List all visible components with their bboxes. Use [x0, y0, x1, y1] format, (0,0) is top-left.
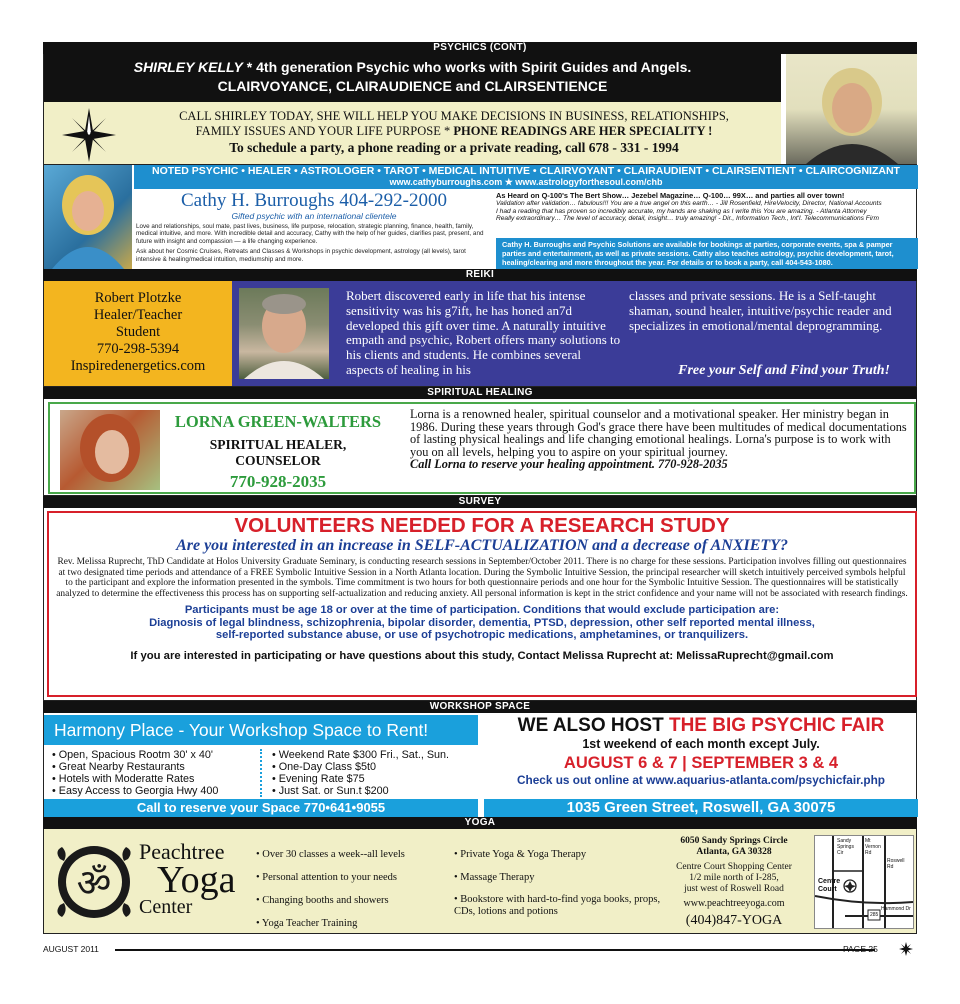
yoga-address	[669, 836, 799, 929]
host-label: WE ALSO HOST	[517, 715, 664, 736]
survey-requirements	[49, 604, 915, 642]
cathy-banner-services: NOTED PSYCHIC • HEALER • ASTROLOGER • TAROT • MEDICAL INTUITIVE • CLAIRVOYANT • CLAIRAUDIENT • CLAIRSENTIENT • CLAIRCOGNIZANT	[152, 165, 900, 177]
reiki-ad	[43, 281, 917, 387]
survey-req3: self-reported substance abuse, or use of psychotropic medications, amphetamines, or tranquilizers.	[215, 629, 749, 642]
list-item: • Over 30 classes a week--all levels	[256, 849, 405, 860]
survey-frame	[47, 511, 917, 697]
lorna-frame	[48, 402, 916, 494]
svg-text:ॐ: ॐ	[76, 861, 112, 905]
section-header-survey: SURVEY	[43, 496, 917, 508]
list-item: • Personal attention to your needs	[256, 872, 398, 883]
section-header-yoga: YOGA	[43, 817, 917, 829]
yoga-features	[256, 843, 456, 935]
cathy-testimonial-1: Validation after validation… fabulous!!! You are a true angel on this earth… - Jill Rosenfield, HireVelocity, Director, National Accounts	[496, 200, 882, 207]
compass-star-icon	[62, 108, 116, 162]
list-item: • Weekend Rate $300 Fri., Sat., Sun.	[272, 749, 450, 761]
shirley-photo	[786, 54, 917, 164]
addr-directions2: just west of Roswell Road	[684, 884, 784, 894]
lorna-role1: SPIRITUAL HEALER,	[209, 437, 347, 452]
shirley-kelly-ad	[43, 54, 917, 165]
yoga-website[interactable]: www.peachtreeyoga.com	[683, 898, 785, 909]
shirley-line2b: PHONE READINGS ARE HER SPECIALITY !	[453, 124, 713, 138]
psychic-fair-title	[484, 715, 918, 737]
cathy-banner	[134, 165, 918, 189]
robert-contact-card	[44, 281, 232, 386]
footer-page-number: PAGE 25	[843, 944, 878, 954]
harmony-place-header: Harmony Place - Your Workshop Space to Rent!	[44, 715, 478, 745]
robert-role2: Student	[115, 324, 161, 340]
psychic-fair-ad	[484, 715, 918, 787]
robert-photo	[239, 288, 329, 379]
fair-address-bar: 1035 Green Street, Roswell, GA 30075	[484, 799, 918, 817]
lorna-call: Call Lorna to reserve your healing appointment. 770-928-2035	[410, 457, 728, 471]
shirley-head1: * 4th generation Psychic who works with Spirit Guides and Angels.	[246, 59, 692, 75]
survey-title: VOLUNTEERS NEEDED FOR A RESEARCH STUDY	[234, 514, 730, 537]
page	[43, 42, 917, 934]
workshop-call-bar: Call to reserve your Space 770•641•9055	[44, 799, 478, 817]
workshop-ad	[43, 713, 917, 817]
cathy-right	[496, 191, 918, 269]
shirley-line2a: FAMILY ISSUES AND YOUR LIFE PURPOSE *	[195, 124, 451, 138]
section-header-spiritual-healing: SPIRITUAL HEALING	[43, 387, 917, 399]
list-item: • One-Day Class $5t0	[272, 761, 376, 773]
robert-name: Robert Plotzke	[94, 290, 182, 306]
footer-rule	[115, 949, 875, 951]
map-label-road: Mt Vernon Rd	[865, 838, 881, 856]
addr-directions1: 1/2 mile north of I-285,	[689, 873, 779, 883]
section-header-workshop: WORKSHOP SPACE	[43, 701, 917, 713]
addr-center: Centre Court Shopping Center	[676, 862, 792, 872]
logo-word-yoga: Yoga	[157, 859, 236, 901]
list-item: • Open, Spacious Rootm 30' x 40'	[52, 749, 213, 761]
cathy-left	[136, 191, 492, 269]
list-item: • Hotels with Moderatte Rates	[52, 773, 195, 785]
cathy-heard-on: As Heard on Q-100's The Bert Show… Jezebel Magazine… Q-100… 99X… and parties all over town!	[496, 191, 845, 200]
dotted-divider	[260, 749, 268, 797]
reiki-text-col2: classes and private sessions. He is a Self-taught shaman, sound healer, intuitive/psychic reader and specializes in emotional/mental deprogramming.	[629, 288, 892, 333]
section-header-reiki: REIKI	[43, 269, 917, 281]
map-label-road: Roswell Rd	[887, 858, 905, 870]
cathy-booking-info: Cathy H. Burroughs and Psychic Solutions are available for bookings at parties, corporate events, spa & pamper parties and entertainment, as well as private sessions. Cathy also teaches astrology, psychic development, tarot, healing/clearing and more throughout the year. For details or to book a party, call 404-543-1080.	[496, 238, 918, 269]
shirley-head2: CLAIRVOYANCE, CLAIRAUDIENCE and CLAIRSENTIENCE	[217, 78, 608, 94]
cathy-name: Cathy H. Burroughs 404-292-2000	[181, 190, 447, 211]
list-item: • Great Nearby Restaurants	[52, 761, 185, 773]
list-item: • Massage Therapy	[454, 872, 535, 883]
shirley-line1: CALL SHIRLEY TODAY, SHE WILL HELP YOU MAKE DECISIONS IN BUSINESS, RELATIONSHIPS,	[179, 109, 729, 123]
yoga-phone: (404)847-YOGA	[685, 913, 783, 928]
cathy-testimonial-2: I had a reading that has proven so incredibly accurate, my hands are shaking as I write this You are amazing. - Atlanta Attorney	[496, 207, 867, 215]
lorna-card	[162, 412, 394, 492]
cathy-testimonial-3: Really extraordinary… The level of accuracy, detail, insight… truly amazing! - Dir., Information Tech., Int'l. Telecommunications Firm	[496, 215, 879, 223]
shirley-header	[44, 54, 781, 102]
fair-dates: AUGUST 6 & 7 | SEPTEMBER 3 & 4	[563, 754, 839, 772]
yoga-services	[454, 843, 669, 918]
page-footer	[43, 942, 917, 956]
cathy-tagline: Gifted psychic with an international clientele	[231, 211, 397, 221]
survey-req1: Participants must be age 18 or over at the time of participation. Conditions that would exclude participation are:	[184, 604, 780, 616]
yoga-logo-text	[139, 841, 249, 917]
list-item: • Changing booths and showers	[256, 895, 389, 906]
map-label-road: Sandy Springs Cir	[837, 838, 854, 856]
list-item: • Evening Rate $75	[272, 773, 365, 785]
list-item: • Just Sat. or Sun.t $200	[272, 785, 389, 797]
om-logo-icon	[50, 841, 138, 923]
survey-contact[interactable]: If you are interested in participating or have questions about this study, Contact Melissa Ruprecht at: MelissaRuprecht@gmail.com	[130, 649, 834, 662]
map-label-road: Hammond Dr	[881, 906, 911, 912]
reiki-slogan: Free your Self and Find your Truth!	[678, 363, 890, 378]
cathy-desc1: Love and relationships, soul mate, past lives, business, life purpose, relocation, strategic planning, finance, health, family, medical intuitive, and more. With incredible detail and accuracy, Cathy with the help of her guides, clarifies past, present, and future with insight and compassion — a life changing experience.	[136, 223, 484, 245]
lorna-description	[410, 408, 910, 471]
shirley-text	[134, 109, 774, 156]
lorna-photo	[60, 410, 160, 490]
cathy-photo	[44, 165, 132, 269]
addr-street: 6050 Sandy Springs Circle	[680, 836, 788, 846]
lorna-role2: COUNSELOR	[235, 453, 321, 468]
list-item: • Easy Access to Georgia Hwy 400	[52, 785, 219, 797]
survey-body: Rev. Melissa Ruprecht, ThD Candidate at Holos University Graduate Seminary, is conducting research sessions in September/October 2011. There is no charge for these sessions. Participation involves filling out questionnaires at two designated time periods and attendance of a FREE Symbolic Intuitive Session in a North Atlanta location. During the Symbolic Intuitive Session, the principal researcher will sketch intuitively perceived symbols helpful to the participant and explore the information presented in the symbols. Time commitment is two hours for both questionnaire periods and one hour for the Symbolic Intuitive Session. The questionnaires will be statistically analyzed to determine the effectiveness this process has on supporting self-actualization and reducing anxiety. All personal information is kept in the strict confidence and your name will not be associated with research findings.	[56, 557, 908, 599]
yoga-ad	[43, 829, 917, 934]
fair-website[interactable]: Check us out online at www.aquarius-atlanta.com/psychicfair.php	[517, 773, 885, 787]
cathy-desc2: Ask about her Cosmic Cruises, Retreats and Classes & Workshops in psychic development, astrology (all levels), tarot intensive & healing/medical intuition, mediumship and more.	[136, 248, 466, 263]
workshop-rates	[272, 749, 482, 797]
list-item: • Yoga Teacher Training	[256, 918, 358, 929]
shirley-line3: To schedule a party, a phone reading or a private reading, call 678 - 331 - 1994	[229, 140, 679, 155]
fair-schedule: 1st weekend of each month except July.	[582, 737, 820, 751]
footer-date: AUGUST 2011	[43, 944, 99, 954]
robert-website[interactable]: Inspiredenergetics.com	[70, 358, 206, 374]
lorna-text: Lorna is a renowned healer, spiritual counselor and a motivational speaker. Her ministry began in 1986. During these years through God's grace there have been multitudes of medical documentations of lasting physical healings and life changing emotional healings. Lorna's purpose is to work with you on all levels, helping you to aspire on your spiritual journey.	[410, 407, 907, 459]
spiritual-healing-ad	[43, 399, 917, 496]
cathy-banner-websites[interactable]: www.cathyburroughs.com ★ www.astrologyforthesoul.com/chb	[389, 177, 663, 187]
list-item: • Private Yoga & Yoga Therapy	[454, 849, 587, 860]
map-label-centre-court: Centre Court	[818, 878, 841, 893]
shirley-name: SHIRLEY KELLY	[133, 59, 243, 75]
logo-word-center: Center	[139, 896, 193, 918]
survey-req2: Diagnosis of legal blindness, schizophrenia, bipolar disorder, dementia, PTSD, depression, other self reported mental illness,	[149, 616, 815, 629]
cathy-burroughs-ad	[43, 165, 917, 269]
fair-name: THE BIG PSYCHIC FAIR	[668, 715, 885, 736]
logo-word-peachtree: Peachtree	[139, 839, 225, 864]
reiki-text-col1: Robert discovered early in life that his intense sensitivity was his g7ift, he has honed an7d developed this gift over time. A naturally intuitive empath and psychic, Robert offers many solutions to his clients and students. He combines several aspects of healing in his	[346, 288, 621, 377]
star-icon	[899, 942, 913, 956]
section-header-psychics: PSYCHICS (CONT)	[43, 42, 917, 54]
lorna-phone: 770-928-2035	[229, 472, 327, 491]
lorna-name: LORNA GREEN-WALTERS	[174, 412, 382, 431]
list-item: • Bookstore with hard-to-find yoga books, props, CDs, lotions and potions	[454, 894, 661, 917]
survey-ad	[43, 508, 917, 701]
addr-city: Atlanta, GA 30328	[696, 847, 772, 857]
survey-subtitle: Are you interested in an increase in SELF-ACTUALIZATION and a decrease of ANXIETY?	[176, 537, 788, 554]
location-map	[814, 835, 914, 929]
lorna-role	[162, 437, 394, 469]
map-label-road: 285	[870, 912, 879, 918]
shirley-body	[44, 102, 781, 164]
robert-role1: Healer/Teacher	[93, 307, 183, 323]
workshop-features	[52, 749, 262, 797]
robert-phone: 770-298-5394	[96, 341, 180, 357]
